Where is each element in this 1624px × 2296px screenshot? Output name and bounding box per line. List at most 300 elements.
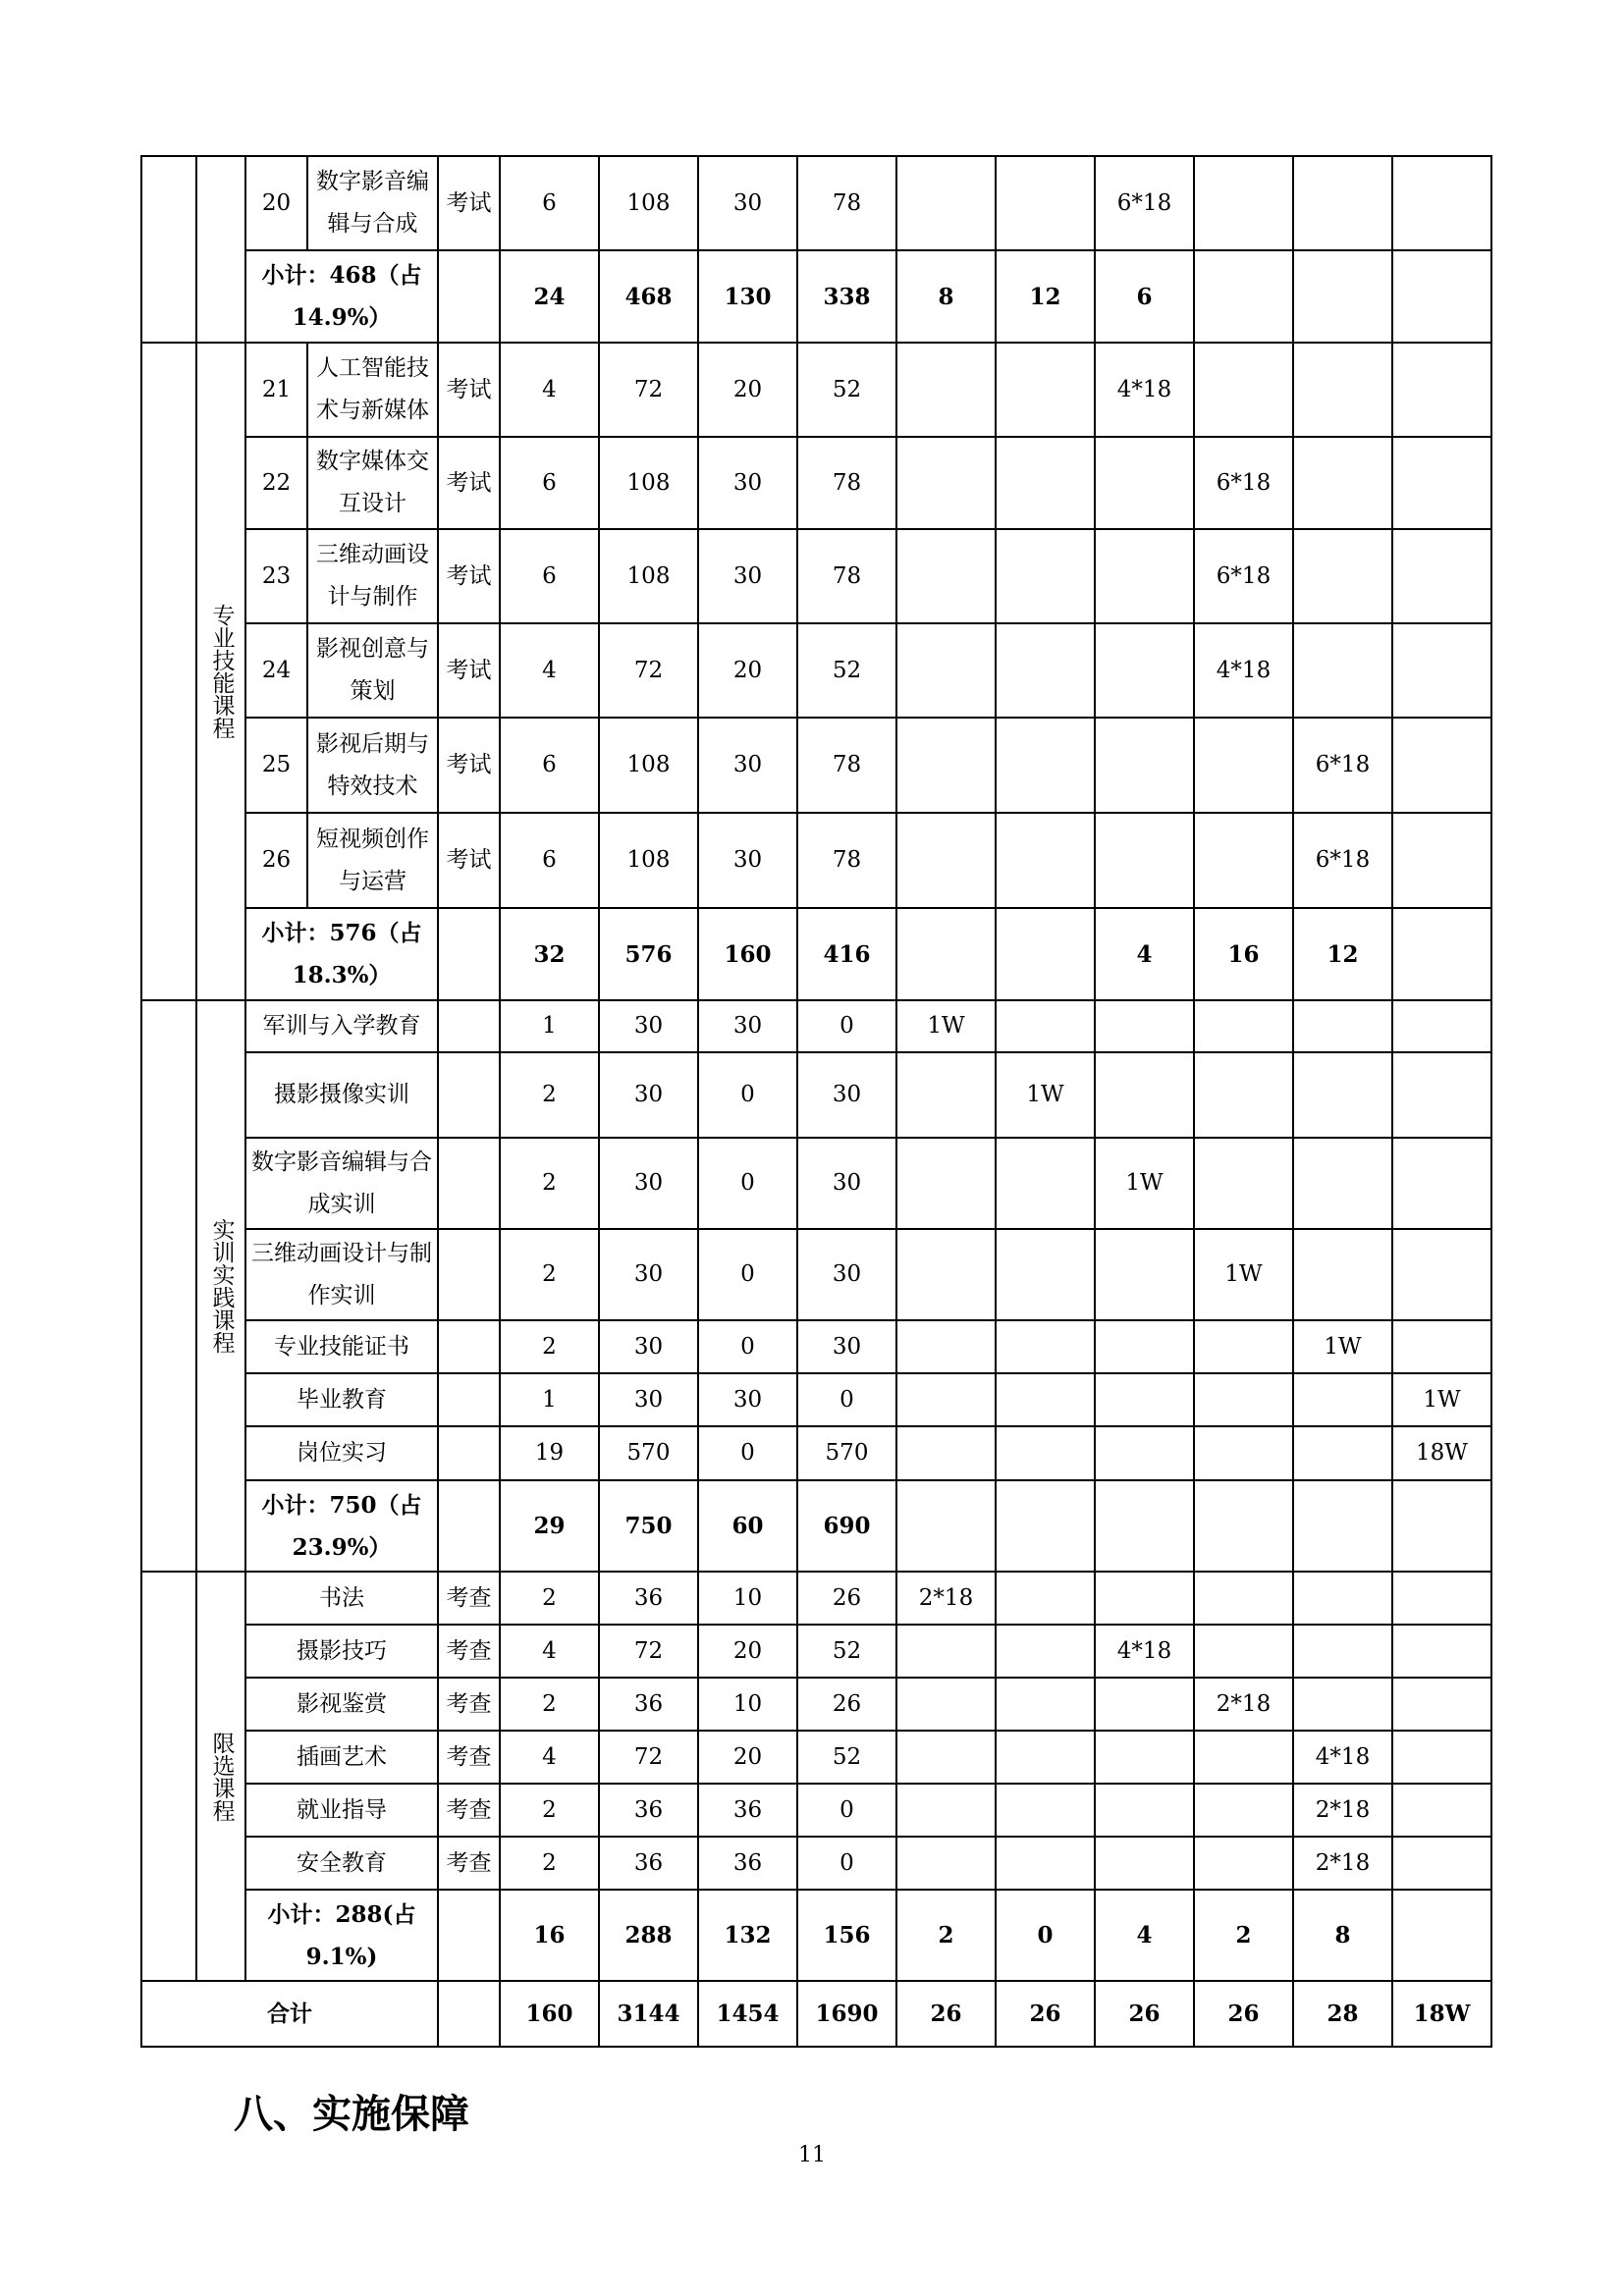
blank-cell — [141, 1572, 196, 1981]
semester-cell — [1095, 718, 1194, 813]
credit-cell: 1 — [500, 1373, 599, 1426]
total-hours-cell: 468 — [599, 250, 698, 343]
blank-cell — [438, 908, 500, 1000]
course-number-cell: 24 — [245, 623, 307, 718]
semester-cell: 28 — [1293, 1981, 1392, 2047]
semester-cell — [896, 437, 996, 529]
semester-cell — [896, 343, 996, 437]
semester-cell — [896, 1052, 996, 1138]
semester-cell: 6*18 — [1194, 437, 1293, 529]
semester-cell — [996, 343, 1095, 437]
semester-cell — [1293, 1572, 1392, 1625]
semester-cell: 4*18 — [1095, 343, 1194, 437]
semester-cell — [1293, 1625, 1392, 1678]
exam-type-cell: 考查 — [438, 1678, 500, 1731]
semester-cell — [896, 1426, 996, 1480]
semester-cell — [1392, 813, 1491, 908]
course-name-cell: 书法 — [245, 1572, 438, 1625]
semester-cell — [896, 1625, 996, 1678]
practice-hours-cell: 26 — [797, 1572, 896, 1625]
semester-cell: 12 — [1293, 908, 1392, 1000]
semester-cell: 26 — [896, 1981, 996, 2047]
semester-cell — [996, 1572, 1095, 1625]
exam-type-cell: 考试 — [438, 718, 500, 813]
exam-type-cell — [438, 1229, 500, 1320]
practice-hours-cell: 1690 — [797, 1981, 896, 2047]
semester-cell — [896, 529, 996, 623]
subtotal-label-cell: 小计：750（占23.9%） — [245, 1480, 438, 1572]
semester-cell: 2*18 — [1194, 1678, 1293, 1731]
semester-cell — [996, 156, 1095, 250]
semester-cell — [1392, 1000, 1491, 1052]
semester-cell — [996, 1426, 1095, 1480]
semester-cell — [896, 908, 996, 1000]
table-row — [141, 1890, 1491, 1981]
theory-hours-cell: 36 — [698, 1837, 797, 1890]
practice-hours-cell: 0 — [797, 1000, 896, 1052]
semester-cell — [896, 1320, 996, 1373]
semester-cell — [1095, 813, 1194, 908]
credit-cell: 4 — [500, 343, 599, 437]
course-name-cell: 三维动画设计与制作 — [307, 529, 438, 623]
semester-cell — [1293, 1138, 1392, 1229]
credit-cell: 29 — [500, 1480, 599, 1572]
semester-cell — [896, 1138, 996, 1229]
semester-cell — [1095, 1572, 1194, 1625]
semester-cell — [896, 1837, 996, 1890]
semester-cell — [1095, 1731, 1194, 1784]
semester-cell: 1W — [896, 1000, 996, 1052]
course-number-cell: 22 — [245, 437, 307, 529]
exam-type-cell: 考查 — [438, 1784, 500, 1837]
total-hours-cell: 30 — [599, 1138, 698, 1229]
course-name-cell: 数字影音编辑与合成实训 — [245, 1138, 438, 1229]
semester-cell — [896, 1731, 996, 1784]
semester-cell — [1392, 1678, 1491, 1731]
theory-hours-cell: 20 — [698, 623, 797, 718]
course-name-cell: 影视鉴赏 — [245, 1678, 438, 1731]
table-row — [141, 1229, 1491, 1320]
exam-type-cell: 考试 — [438, 156, 500, 250]
exam-type-cell: 考试 — [438, 623, 500, 718]
table-row — [141, 156, 1491, 250]
theory-hours-cell: 132 — [698, 1890, 797, 1981]
semester-cell — [1392, 908, 1491, 1000]
practice-hours-cell: 416 — [797, 908, 896, 1000]
semester-cell: 8 — [896, 250, 996, 343]
course-number-cell: 23 — [245, 529, 307, 623]
semester-cell — [1392, 1229, 1491, 1320]
credit-cell: 160 — [500, 1981, 599, 2047]
table-row — [141, 343, 1491, 437]
semester-cell — [1194, 1373, 1293, 1426]
semester-cell — [996, 1000, 1095, 1052]
credit-cell: 6 — [500, 718, 599, 813]
practice-hours-cell: 52 — [797, 343, 896, 437]
exam-type-cell — [438, 1373, 500, 1426]
semester-cell — [1293, 529, 1392, 623]
theory-hours-cell: 60 — [698, 1480, 797, 1572]
theory-hours-cell: 30 — [698, 1000, 797, 1052]
semester-cell: 6 — [1095, 250, 1194, 343]
theory-hours-cell: 20 — [698, 1731, 797, 1784]
credit-cell: 2 — [500, 1678, 599, 1731]
exam-type-cell — [438, 1000, 500, 1052]
exam-type-cell: 考试 — [438, 529, 500, 623]
semester-cell — [1293, 1052, 1392, 1138]
credit-cell: 2 — [500, 1229, 599, 1320]
total-hours-cell: 72 — [599, 1625, 698, 1678]
semester-cell: 6*18 — [1293, 813, 1392, 908]
table-row — [141, 813, 1491, 908]
semester-cell — [1194, 1320, 1293, 1373]
semester-cell — [1194, 1138, 1293, 1229]
total-hours-cell: 36 — [599, 1572, 698, 1625]
semester-cell: 4*18 — [1194, 623, 1293, 718]
semester-cell — [1293, 437, 1392, 529]
semester-cell — [1194, 1000, 1293, 1052]
semester-cell — [1293, 250, 1392, 343]
semester-cell — [1194, 1625, 1293, 1678]
semester-cell — [1293, 1229, 1392, 1320]
semester-cell — [1095, 1837, 1194, 1890]
table-row — [141, 623, 1491, 718]
semester-cell — [996, 718, 1095, 813]
semester-cell: 4 — [1095, 1890, 1194, 1981]
exam-type-cell: 考查 — [438, 1572, 500, 1625]
theory-hours-cell: 10 — [698, 1572, 797, 1625]
semester-cell — [1392, 250, 1491, 343]
semester-cell: 4 — [1095, 908, 1194, 1000]
table-row — [141, 1426, 1491, 1480]
practice-hours-cell: 78 — [797, 529, 896, 623]
total-hours-cell: 36 — [599, 1837, 698, 1890]
semester-cell — [1293, 1373, 1392, 1426]
table-row — [141, 1572, 1491, 1625]
total-hours-cell: 30 — [599, 1052, 698, 1138]
blank-cell — [141, 156, 196, 343]
theory-hours-cell: 130 — [698, 250, 797, 343]
semester-cell — [996, 813, 1095, 908]
semester-cell: 1W — [1392, 1373, 1491, 1426]
semester-cell — [996, 437, 1095, 529]
theory-hours-cell: 20 — [698, 343, 797, 437]
course-number-cell: 20 — [245, 156, 307, 250]
credit-cell: 2 — [500, 1052, 599, 1138]
semester-cell: 16 — [1194, 908, 1293, 1000]
semester-cell — [1392, 1138, 1491, 1229]
exam-type-cell: 考查 — [438, 1731, 500, 1784]
semester-cell — [1194, 250, 1293, 343]
semester-cell — [996, 1837, 1095, 1890]
semester-cell — [1194, 1731, 1293, 1784]
total-hours-cell: 108 — [599, 718, 698, 813]
course-name-cell: 数字媒体交互设计 — [307, 437, 438, 529]
semester-cell — [996, 1373, 1095, 1426]
semester-cell — [1194, 1052, 1293, 1138]
course-name-cell: 短视频创作与运营 — [307, 813, 438, 908]
course-name-cell: 摄影摄像实训 — [245, 1052, 438, 1138]
practice-hours-cell: 338 — [797, 250, 896, 343]
exam-type-cell: 考试 — [438, 437, 500, 529]
exam-type-cell — [438, 1138, 500, 1229]
semester-cell — [1194, 343, 1293, 437]
semester-cell: 26 — [996, 1981, 1095, 2047]
subtotal-label-cell: 小计：288(占9.1%) — [245, 1890, 438, 1981]
semester-cell — [996, 1625, 1095, 1678]
course-name-cell: 人工智能技术与新媒体 — [307, 343, 438, 437]
table-row — [141, 1373, 1491, 1426]
exam-type-cell: 考查 — [438, 1837, 500, 1890]
exam-type-cell: 考试 — [438, 343, 500, 437]
semester-cell: 4*18 — [1293, 1731, 1392, 1784]
subtotal-label-cell: 小计：576（占18.3%） — [245, 908, 438, 1000]
semester-cell — [1095, 1678, 1194, 1731]
semester-cell — [1095, 1373, 1194, 1426]
practice-hours-cell: 26 — [797, 1678, 896, 1731]
semester-cell: 12 — [996, 250, 1095, 343]
credit-cell: 32 — [500, 908, 599, 1000]
total-hours-cell: 72 — [599, 623, 698, 718]
table-row — [141, 1320, 1491, 1373]
semester-cell — [1293, 1678, 1392, 1731]
practice-hours-cell: 52 — [797, 623, 896, 718]
course-name-cell: 安全教育 — [245, 1837, 438, 1890]
semester-cell — [1095, 1000, 1194, 1052]
table-row — [141, 250, 1491, 343]
blank-cell — [141, 1000, 196, 1572]
credit-cell: 2 — [500, 1320, 599, 1373]
practice-hours-cell: 30 — [797, 1052, 896, 1138]
category-label-cell: 实训实践课程 — [196, 1000, 245, 1572]
semester-cell — [996, 1138, 1095, 1229]
semester-cell: 2*18 — [1293, 1837, 1392, 1890]
credit-cell: 2 — [500, 1784, 599, 1837]
table-row — [141, 1480, 1491, 1572]
credit-cell: 2 — [500, 1837, 599, 1890]
practice-hours-cell: 30 — [797, 1138, 896, 1229]
total-hours-cell: 108 — [599, 156, 698, 250]
theory-hours-cell: 20 — [698, 1625, 797, 1678]
credit-cell: 2 — [500, 1138, 599, 1229]
semester-cell — [1392, 529, 1491, 623]
semester-cell — [996, 1731, 1095, 1784]
exam-type-cell — [438, 1320, 500, 1373]
blank-cell — [438, 1480, 500, 1572]
course-name-cell: 插画艺术 — [245, 1731, 438, 1784]
semester-cell — [1392, 1052, 1491, 1138]
semester-cell — [1293, 623, 1392, 718]
course-name-cell: 影视创意与策划 — [307, 623, 438, 718]
semester-cell: 26 — [1095, 1981, 1194, 2047]
category-label-cell: 专业技能课程 — [196, 343, 245, 1000]
practice-hours-cell: 690 — [797, 1480, 896, 1572]
theory-hours-cell: 30 — [698, 813, 797, 908]
exam-type-cell: 考试 — [438, 813, 500, 908]
semester-cell — [896, 1229, 996, 1320]
semester-cell — [896, 1373, 996, 1426]
semester-cell — [1392, 1625, 1491, 1678]
practice-hours-cell: 30 — [797, 1320, 896, 1373]
practice-hours-cell: 570 — [797, 1426, 896, 1480]
semester-cell — [1095, 1784, 1194, 1837]
total-hours-cell: 750 — [599, 1480, 698, 1572]
blank-cell — [141, 343, 196, 1000]
theory-hours-cell: 30 — [698, 529, 797, 623]
subtotal-label-cell: 小计：468（占14.9%） — [245, 250, 438, 343]
theory-hours-cell: 30 — [698, 156, 797, 250]
theory-hours-cell: 160 — [698, 908, 797, 1000]
semester-cell — [1194, 1572, 1293, 1625]
semester-cell — [1392, 623, 1491, 718]
course-name-cell: 三维动画设计与制作实训 — [245, 1229, 438, 1320]
semester-cell: 2*18 — [1293, 1784, 1392, 1837]
semester-cell: 6*18 — [1293, 718, 1392, 813]
semester-cell: 1W — [1293, 1320, 1392, 1373]
section-title: 八、实施保障 — [234, 2092, 469, 2137]
exam-type-cell — [438, 1052, 500, 1138]
practice-hours-cell: 0 — [797, 1784, 896, 1837]
semester-cell — [1095, 1052, 1194, 1138]
theory-hours-cell: 0 — [698, 1426, 797, 1480]
practice-hours-cell: 0 — [797, 1837, 896, 1890]
course-name-cell: 数字影音编辑与合成 — [307, 156, 438, 250]
semester-cell — [1392, 1320, 1491, 1373]
semester-cell — [896, 1784, 996, 1837]
grand-total-label-cell: 合计 — [141, 1981, 438, 2047]
course-name-cell: 就业指导 — [245, 1784, 438, 1837]
semester-cell: 18W — [1392, 1981, 1491, 2047]
semester-cell: 2 — [896, 1890, 996, 1981]
table-row — [141, 908, 1491, 1000]
credit-cell: 6 — [500, 529, 599, 623]
total-hours-cell: 108 — [599, 437, 698, 529]
total-hours-cell: 30 — [599, 1229, 698, 1320]
theory-hours-cell: 30 — [698, 718, 797, 813]
credit-cell: 6 — [500, 813, 599, 908]
semester-cell: 18W — [1392, 1426, 1491, 1480]
practice-hours-cell: 30 — [797, 1229, 896, 1320]
practice-hours-cell: 78 — [797, 156, 896, 250]
semester-cell — [996, 1784, 1095, 1837]
table-row — [141, 1837, 1491, 1890]
theory-hours-cell: 30 — [698, 437, 797, 529]
semester-cell — [1392, 1784, 1491, 1837]
practice-hours-cell: 78 — [797, 718, 896, 813]
total-hours-cell: 30 — [599, 1373, 698, 1426]
credit-cell: 4 — [500, 1731, 599, 1784]
total-hours-cell: 72 — [599, 1731, 698, 1784]
semester-cell — [1194, 1480, 1293, 1572]
blank-cell — [438, 250, 500, 343]
credit-cell: 16 — [500, 1890, 599, 1981]
credit-cell: 6 — [500, 156, 599, 250]
semester-cell — [996, 1678, 1095, 1731]
semester-cell — [1392, 1480, 1491, 1572]
semester-cell: 8 — [1293, 1890, 1392, 1981]
credit-cell: 19 — [500, 1426, 599, 1480]
practice-hours-cell: 156 — [797, 1890, 896, 1981]
semester-cell — [996, 529, 1095, 623]
semester-cell — [1194, 156, 1293, 250]
total-hours-cell: 30 — [599, 1320, 698, 1373]
credit-cell: 24 — [500, 250, 599, 343]
semester-cell — [1392, 1837, 1491, 1890]
exam-type-cell: 考查 — [438, 1625, 500, 1678]
semester-cell: 26 — [1194, 1981, 1293, 2047]
semester-cell — [896, 813, 996, 908]
semester-cell — [1194, 813, 1293, 908]
page-number: 11 — [798, 2143, 826, 2167]
semester-cell — [1095, 1480, 1194, 1572]
credit-cell: 4 — [500, 623, 599, 718]
credit-cell: 6 — [500, 437, 599, 529]
blank-cell — [438, 1981, 500, 2047]
total-hours-cell: 288 — [599, 1890, 698, 1981]
semester-cell: 6*18 — [1095, 156, 1194, 250]
total-hours-cell: 72 — [599, 343, 698, 437]
semester-cell — [1194, 1426, 1293, 1480]
total-hours-cell: 570 — [599, 1426, 698, 1480]
total-hours-cell: 36 — [599, 1678, 698, 1731]
curriculum-table — [140, 155, 1492, 2048]
table-row — [141, 1981, 1491, 2047]
semester-cell — [896, 718, 996, 813]
total-hours-cell: 108 — [599, 529, 698, 623]
semester-cell — [1392, 718, 1491, 813]
semester-cell — [1392, 1572, 1491, 1625]
category-label-cell: 限选课程 — [196, 1572, 245, 1981]
exam-type-cell — [438, 1426, 500, 1480]
practice-hours-cell: 78 — [797, 813, 896, 908]
semester-cell — [996, 1480, 1095, 1572]
table-row — [141, 1138, 1491, 1229]
semester-cell: 1W — [1095, 1138, 1194, 1229]
table-row — [141, 1678, 1491, 1731]
semester-cell — [1194, 718, 1293, 813]
semester-cell — [996, 1320, 1095, 1373]
course-name-cell: 毕业教育 — [245, 1373, 438, 1426]
table-row — [141, 437, 1491, 529]
semester-cell: 2 — [1194, 1890, 1293, 1981]
semester-cell: 4*18 — [1095, 1625, 1194, 1678]
semester-cell — [1095, 1229, 1194, 1320]
theory-hours-cell: 0 — [698, 1052, 797, 1138]
semester-cell — [1293, 1426, 1392, 1480]
semester-cell — [896, 1480, 996, 1572]
category-cell — [196, 156, 245, 343]
practice-hours-cell: 52 — [797, 1625, 896, 1678]
semester-cell — [1392, 437, 1491, 529]
semester-cell — [896, 1678, 996, 1731]
table-row — [141, 718, 1491, 813]
course-number-cell: 26 — [245, 813, 307, 908]
credit-cell: 2 — [500, 1572, 599, 1625]
theory-hours-cell: 0 — [698, 1320, 797, 1373]
total-hours-cell: 3144 — [599, 1981, 698, 2047]
table-row — [141, 529, 1491, 623]
semester-cell — [896, 623, 996, 718]
practice-hours-cell: 78 — [797, 437, 896, 529]
theory-hours-cell: 10 — [698, 1678, 797, 1731]
semester-cell — [996, 623, 1095, 718]
semester-cell — [1392, 1890, 1491, 1981]
semester-cell — [1392, 156, 1491, 250]
table-row — [141, 1052, 1491, 1138]
table-row — [141, 1731, 1491, 1784]
semester-cell: 0 — [996, 1890, 1095, 1981]
semester-cell — [1293, 156, 1392, 250]
